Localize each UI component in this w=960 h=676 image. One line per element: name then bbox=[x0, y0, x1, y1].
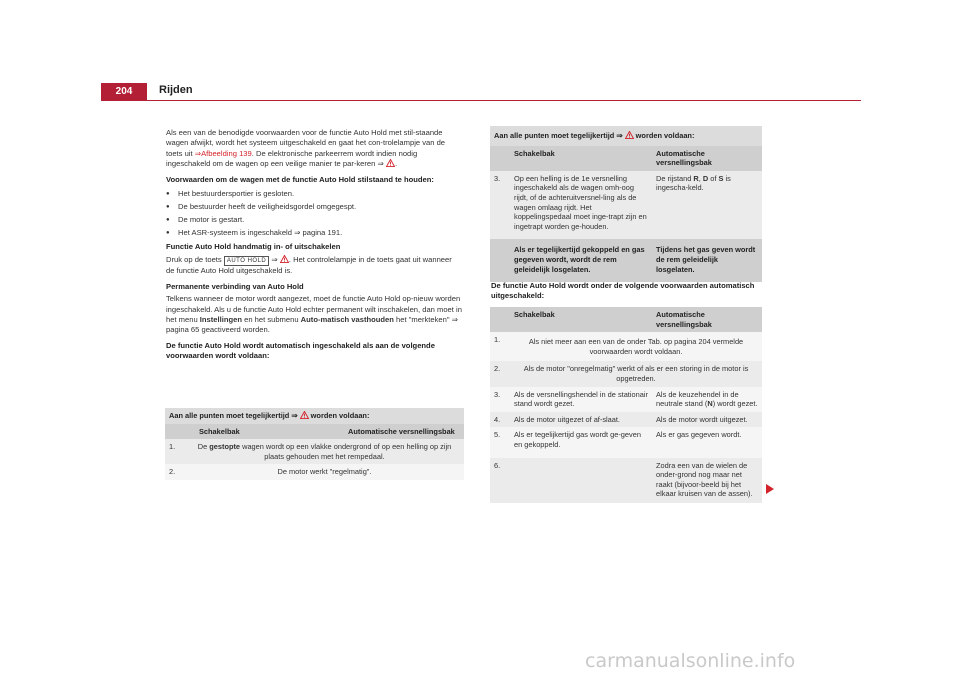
row-automatic bbox=[652, 171, 762, 240]
warning-triangle-icon bbox=[386, 159, 398, 169]
col-manual: Schakelbak bbox=[510, 146, 652, 171]
row-manual bbox=[510, 458, 652, 503]
col-num bbox=[490, 307, 510, 332]
row-number: 5. bbox=[490, 427, 510, 457]
list-item: ● De motor is gestart. bbox=[166, 215, 462, 225]
manual-text-2: ⇒ bbox=[269, 255, 280, 265]
activation-table-continued bbox=[490, 126, 762, 282]
table-header bbox=[165, 408, 464, 424]
row-auto-text: Als de keuzehendel in de neutrale stand ( bbox=[656, 389, 739, 409]
warning-triangle-icon bbox=[625, 131, 634, 139]
row-auto-text: De rijstand bbox=[656, 173, 694, 183]
row-text-post: wagen wordt op een vlakke ondergrond of op een helling op zijn plaats gehouden met het rempedaal. bbox=[240, 442, 452, 461]
permanent-text-1: Telkens wanneer de motor wordt aangezet, moet de functie Auto Hold op-nieuw worden ingeschakeld. Als u de functie Auto Hold echter permanent wilt inschakelen, dan moet in het menu bbox=[166, 294, 462, 325]
row-automatic: Tijdens het gas geven wordt de rem geleidelijk losgelaten. bbox=[652, 239, 762, 282]
permanent-text-2: en het submenu bbox=[241, 315, 301, 325]
intro-text-1: Als een van de benodigde voorwaarden voor de functie Auto Hold met stil-staande wagen afwijkt, wordt het systeem uitgeschakeld en gaat het con-trolelampje van de toets uit bbox=[166, 128, 446, 158]
col-automatic: Automatische versnellingsbak bbox=[652, 307, 762, 332]
sep: of bbox=[708, 173, 719, 183]
intro-text-3: . bbox=[394, 159, 398, 169]
row-number: 4. bbox=[490, 412, 510, 428]
left-column bbox=[166, 128, 462, 362]
row-text: Als niet meer aan een van de onder Tab. op pagina 204 vermelde voorwaarden wordt voldaan. bbox=[510, 332, 762, 361]
row-automatic: Zodra een van de wielen de onder-grond nog maar net raakt (bijvoor-beeld bij het elkaar kruisen van de assen). bbox=[652, 458, 762, 503]
table-header-text: Aan alle punten moet tegelijkertijd ⇒ bbox=[494, 131, 625, 140]
table-row bbox=[490, 387, 762, 412]
page-title: Rijden bbox=[159, 84, 193, 96]
warning-triangle-icon bbox=[300, 411, 309, 419]
table-header-text: Aan alle punten moet tegelijkertijd ⇒ bbox=[169, 411, 300, 420]
col-automatic: Automatische versnellingsbak bbox=[328, 424, 464, 440]
table-header-text-2: worden voldaan: bbox=[633, 131, 695, 140]
table-row bbox=[490, 458, 762, 503]
row-number: 1. bbox=[490, 332, 510, 361]
intro-text-2: . De elektronische parkeerrem wordt indien nodig ingeschakeld om de wagen op een veilige manier te par-keren ⇒ bbox=[166, 148, 418, 169]
conditions-list bbox=[166, 189, 462, 238]
col-manual: Schakelbak bbox=[185, 424, 328, 440]
row-number: 1. bbox=[165, 439, 185, 464]
manual-text-1: Druk op de toets bbox=[166, 255, 224, 265]
permanent-heading: Permanente verbinding van Auto Hold bbox=[166, 281, 304, 291]
row-manual: Als de motor uitgezet of af-slaat. bbox=[510, 412, 652, 428]
submenu-auto-hold: Auto-matisch vasthouden bbox=[300, 315, 394, 325]
table-header-text-2: worden voldaan: bbox=[308, 411, 370, 420]
auto-heading: De functie Auto Hold wordt automatisch ingeschakeld als aan de volgende voorwaarden wordt voldaan: bbox=[166, 340, 435, 361]
row-automatic bbox=[652, 387, 762, 412]
manual-heading: Functie Auto Hold handmatig in- of uitschakelen bbox=[166, 242, 341, 252]
row-text: De motor werkt "regelmatig". bbox=[185, 464, 464, 480]
col-manual: Schakelbak bbox=[510, 307, 652, 332]
table-header bbox=[490, 126, 762, 146]
table-row bbox=[490, 427, 762, 457]
figure-link[interactable]: ⇒Afbeelding 139 bbox=[194, 148, 252, 158]
row-number bbox=[490, 239, 510, 282]
deactivation-table bbox=[490, 307, 762, 503]
gear-d: D bbox=[702, 173, 709, 183]
list-item: ● Het ASR-systeem is ingeschakeld ⇒ pagina 191. bbox=[166, 228, 462, 238]
watermark: carmanualsonline.info bbox=[585, 650, 796, 672]
gear-n: N bbox=[707, 399, 713, 409]
row-automatic: Als er gas gegeven wordt. bbox=[652, 427, 762, 457]
auto-hold-key: AUTO HOLD bbox=[224, 256, 269, 266]
row-number: 3. bbox=[490, 171, 510, 240]
table-row bbox=[490, 412, 762, 428]
table-row bbox=[165, 464, 464, 480]
col-automatic: Automatische versnellingsbak bbox=[652, 146, 762, 171]
activation-table bbox=[165, 408, 464, 480]
row-number: 2. bbox=[165, 464, 185, 480]
row-manual: Op een helling is de 1e versnelling ingeschakeld als de wagen omh-oog rijdt, of de achteruitversnel-ling als de wagen omlaag rijdt. Het koppelingspedaal moet inge-trapt zijn en ingetrapt worden ge-houden. bbox=[510, 171, 652, 240]
row-text bbox=[185, 439, 464, 464]
row-text: Als de motor "onregelmatig" werkt of als er een storing in de motor is opgetreden. bbox=[510, 361, 762, 386]
off-heading: De functie Auto Hold wordt onder de volgende voorwaarden automatisch uitgeschakeld: bbox=[491, 281, 755, 301]
row-text-pre: De bbox=[197, 442, 210, 452]
col-num bbox=[165, 424, 185, 440]
row-auto-text-2: is ingescha-keld. bbox=[656, 173, 731, 193]
table-row bbox=[490, 239, 762, 282]
table-row bbox=[490, 171, 762, 240]
row-automatic: Als de motor wordt uitgezet. bbox=[652, 412, 762, 428]
row-number: 6. bbox=[490, 458, 510, 503]
row-manual: Als er tegelijkertijd gas wordt ge-geven en gekoppeld. bbox=[510, 427, 652, 457]
table-row bbox=[165, 439, 464, 464]
row-manual: Als er tegelijkertijd gekoppeld en gas gegeven wordt, wordt de rem geleidelijk losgelaten. bbox=[510, 239, 652, 282]
warning-triangle-icon bbox=[280, 255, 289, 263]
row-manual: Als de versnellingshendel in de stationair stand wordt gezet. bbox=[510, 387, 652, 412]
row-number: 2. bbox=[490, 361, 510, 386]
gear-r: R bbox=[693, 173, 699, 183]
gear-s: S bbox=[718, 173, 724, 183]
row-text-bold: gestopte bbox=[209, 442, 241, 452]
permanent-text-3: het "merkteken" ⇒ pagina 65 geactiveerd worden. bbox=[166, 315, 459, 335]
list-item: ● Het bestuurdersportier is gesloten. bbox=[166, 189, 462, 199]
menu-settings: Instellingen bbox=[199, 315, 242, 325]
intro-paragraph bbox=[166, 128, 462, 170]
permanent-paragraph bbox=[166, 294, 462, 336]
conditions-heading: Voorwaarden om de wagen met de functie Auto Hold stilstaand te houden: bbox=[166, 174, 434, 184]
continue-arrow-icon bbox=[766, 484, 774, 494]
sep: , bbox=[698, 173, 703, 183]
header-rule bbox=[101, 100, 861, 101]
page-number: 204 bbox=[101, 83, 147, 100]
row-number: 3. bbox=[490, 387, 510, 412]
list-item: ● De bestuurder heeft de veiligheidsgordel omgegespt. bbox=[166, 202, 462, 212]
manual-paragraph bbox=[166, 255, 462, 276]
col-num bbox=[490, 146, 510, 171]
manual-text-3: . Het controlelampje in de toets gaat uit wanneer de functie Auto Hold uitgeschakeld is. bbox=[166, 255, 452, 276]
table-row bbox=[490, 361, 762, 386]
row-auto-text-2: ) wordt gezet. bbox=[712, 399, 758, 409]
table-row bbox=[490, 332, 762, 361]
